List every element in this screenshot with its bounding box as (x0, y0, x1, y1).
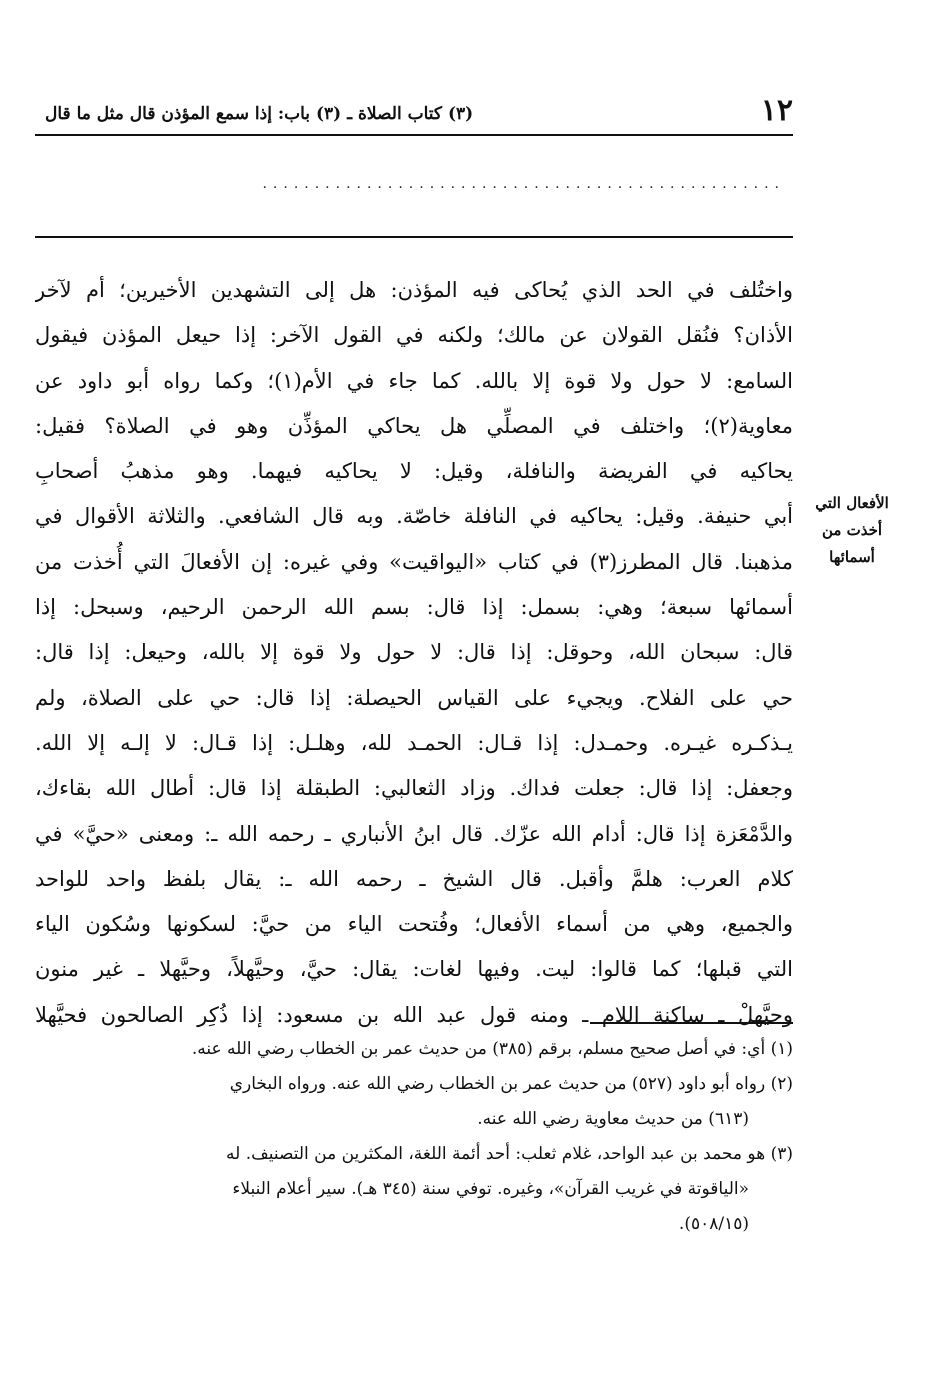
ellipsis-line: .................................................. (262, 176, 785, 192)
footnote-2-continuation: (٦١٣) من حديث معاوية رضي الله عنه. (477, 1109, 749, 1129)
text-line: كلام العرب: هلمَّ وأقبل. قال الشيخ ـ رحمه الله ـ: يقال بلفظ واحد للواحد (35, 866, 793, 891)
footnote-marker: (١) (770, 1039, 793, 1059)
text-line: حي على الفلاح. ويجيء على القياس الحيصلة: إذا قال: حي على الصلاة، ولم (35, 685, 793, 710)
text-line: التي قبلها؛ كما قالوا: ليت. وفيها لغات: يقال: حيَّ، وحيَّهلاً، وحيَّهلا ـ غير منون (35, 957, 793, 982)
footnote-rule (590, 1022, 793, 1024)
footnote-text: رواه أبو داود (٥٢٧) من حديث عمر بن الخطاب رضي الله عنه. ورواه البخاري (229, 1074, 766, 1094)
footnote-marker: (٢) (770, 1074, 793, 1094)
text-line: يحاكيه في الفريضة والنافلة، وقيل: لا يحاكيه فيهما. وهو مذهبُ أصحابِ (35, 459, 793, 484)
footnotes (35, 1032, 793, 1242)
page-number: ١٢ (760, 93, 793, 128)
text-line: والدَّمْعَزة إذا قال: أدام الله عزّك. قال ابنُ الأنباري ـ رحمه الله ـ: ومعنى «حيَّ» في (35, 821, 793, 846)
footnote-1 (35, 1032, 793, 1067)
text-line: الأذان؟ فنُقل القولان عن مالك؛ ولكنه في القول الآخر: إذا حيعل المؤذن فيقول (35, 323, 793, 348)
footnote-2 (35, 1067, 793, 1102)
footnote-3 (35, 1137, 793, 1172)
margin-note-line: أسمائها (829, 548, 875, 566)
text-line: أسمائها سبعة؛ وهي: بسمل: إذا قال: بسم الله الرحمن الرحيم، وسبحل: إذا (35, 595, 793, 620)
main-text (35, 268, 793, 1038)
text-line: السامع: لا حول ولا قوة إلا بالله. كما جاء في الأم(١)؛ وكما رواه أبو داود عن (35, 368, 793, 393)
text-line: واختُلف في الحد الذي يُحاكى فيه المؤذن: هل إلى التشهدين الأخيرين؛ أم لآخر (35, 278, 793, 302)
page-header (35, 82, 793, 132)
text-line: وحيَّهلْ ـ ساكنة اللام ـ ومنه قول عبد الله بن مسعود: إذا ذُكِر الصالحون فحيَّهلا (35, 1002, 793, 1027)
text-line: والجميع، وهي من أسماء الأفعال؛ وفُتحت الياء من حيَّ: لسكونها وسُكون الياء (35, 912, 793, 937)
footnote-text: هو محمد بن عبد الواحد، غلام ثعلب: أحد أئمة اللغة، المكثرين من التصنيف. له (226, 1144, 766, 1164)
text-line: أبي حنيفة. وقيل: يحاكيه في النافلة خاصّة. وبه قال الشافعي. والثلاثة الأقوال في (35, 504, 793, 529)
margin-note (793, 490, 911, 571)
footnote-3-continuation: «الياقوتة في غريب القرآن»، وغيره. توفي سنة (٣٤٥ هـ). سير أعلام النبلاء (232, 1179, 749, 1199)
text-line: يـذكـره غيـره. وحمـدل: إذا قـال: الحمـد لله، وهلـل: إذا قـال: لا إلـه إلا الله. (35, 730, 793, 755)
text-line: معاوية(٢)؛ واختلف في المصلِّي هل يحاكي المؤذِّن وهو في الصلاة؟ فقيل: (35, 413, 793, 438)
text-line: وجعفل: إذا قال: جعلت فداك. وزاد الثعالبي: الطبقلة إذا قال: أطال الله بقاءك، (35, 776, 793, 801)
footnote-text: أي: في أصل صحيح مسلم، برقم (٣٨٥) من حديث عمر بن الخطاب رضي الله عنه. (191, 1039, 766, 1059)
running-title: (٣) كتاب الصلاة ـ (٣) باب: إذا سمع المؤذن قال مثل ما قال (45, 104, 474, 124)
footnote-3-continuation: (٥٠٨/١٥). (678, 1214, 749, 1234)
text-line: مذهبنا. قال المطرز(٣) في كتاب «اليواقيت» وفي غيره: إن الأفعالَ التي أُخذت من (35, 549, 793, 574)
text-line: قال: سبحان الله، وحوقل: إذا قال: لا حول ولا قوة إلا بالله، وحيعل: إذا قال: (35, 640, 793, 665)
margin-note-line: الأفعال التي (815, 494, 889, 512)
header-rule (35, 134, 793, 136)
margin-note-line: أخذت من (821, 521, 883, 539)
section-rule (35, 236, 793, 238)
footnote-marker: (٣) (770, 1144, 793, 1164)
